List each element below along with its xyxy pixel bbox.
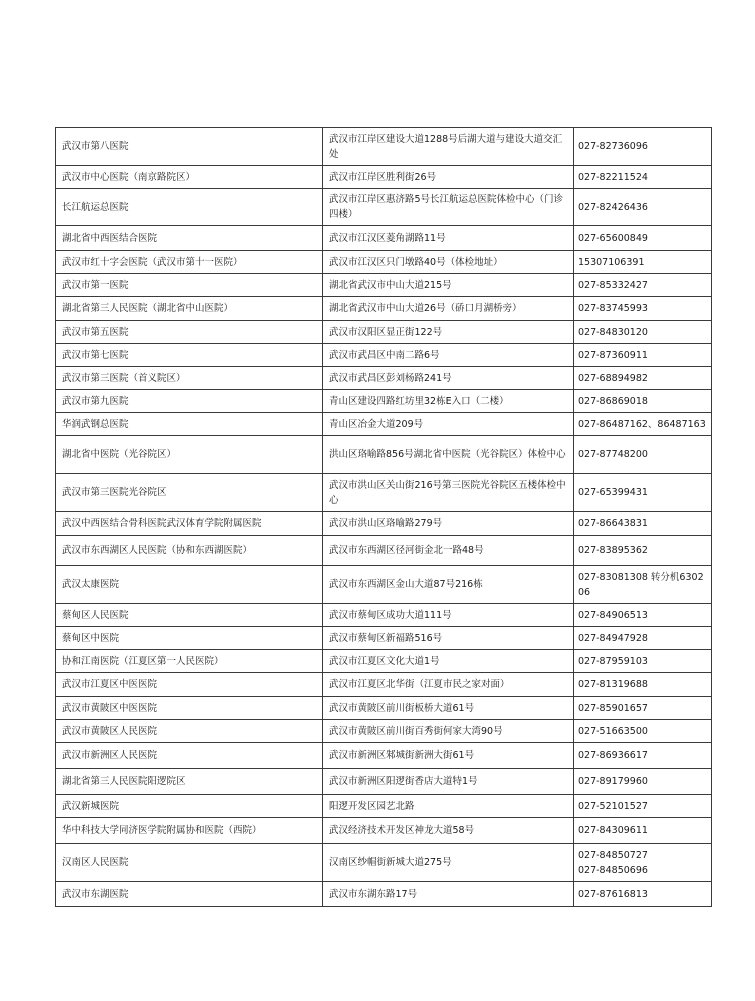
table-row [56, 344, 712, 367]
hospital-phone-cell: 027-83895362 [574, 536, 712, 566]
hospital-name-cell: 武汉市江夏区中医医院 [56, 673, 323, 697]
hospital-phone-cell: 027-52101527 [574, 795, 712, 818]
hospital-phone-cell: 027-87616813 [574, 882, 712, 907]
hospital-address-cell: 武汉市蔡甸区成功大道111号 [323, 604, 574, 627]
table-row [56, 720, 712, 743]
table-row [56, 566, 712, 604]
hospital-address-cell: 武汉市江汉区只门墩路40号（体检地址） [323, 251, 574, 274]
hospital-address-cell: 汉南区纱帽街新城大道275号 [323, 844, 574, 882]
hospital-address-cell: 湖北省武汉市中山大道26号（硚口月湖桥旁） [323, 297, 574, 321]
table-row [56, 769, 712, 795]
table-row [56, 882, 712, 907]
table-row [56, 536, 712, 566]
hospital-name-cell: 武汉市第一医院 [56, 274, 323, 297]
hospital-name-cell: 武汉市第三医院光谷院区 [56, 474, 323, 512]
table-row [56, 697, 712, 720]
hospital-phone-cell: 027-83745993 [574, 297, 712, 321]
hospital-name-cell: 湖北省中西医结合医院 [56, 226, 323, 251]
hospital-address-cell: 武汉市新洲区阳逻街香店大道特1号 [323, 769, 574, 795]
hospital-phone-cell: 027-83081308 转分机630206 [574, 566, 712, 604]
hospital-address-cell: 武汉市东西湖区径河街金北一路48号 [323, 536, 574, 566]
hospital-address-cell: 武汉市新洲区邾城街新洲大街61号 [323, 743, 574, 769]
table-row [56, 367, 712, 390]
hospital-phone-cell: 027-86936617 [574, 743, 712, 769]
hospital-phone-cell: 15307106391 [574, 251, 712, 274]
hospital-phone-cell: 027-87360911 [574, 344, 712, 367]
table-row [56, 226, 712, 251]
hospital-phone-cell: 027-68894982 [574, 367, 712, 390]
hospital-phone-cell: 027-86487162、86487163 [574, 413, 712, 436]
hospital-phone-cell: 027-82211524 [574, 166, 712, 189]
hospital-name-cell: 武汉市东湖医院 [56, 882, 323, 907]
hospital-phone-cell: 027-84830120 [574, 321, 712, 344]
table-row [56, 436, 712, 474]
table-row [56, 512, 712, 536]
hospital-phone-cell: 027-82426436 [574, 189, 712, 226]
hospital-address-cell: 湖北省武汉市中山大道215号 [323, 274, 574, 297]
hospital-address-cell: 阳逻开发区园艺北路 [323, 795, 574, 818]
table-row [56, 818, 712, 844]
hospital-phone-cell: 027-65600849 [574, 226, 712, 251]
hospital-address-cell: 武汉市东西湖区金山大道87号216栋 [323, 566, 574, 604]
hospital-address-cell: 武汉市蔡甸区新福路516号 [323, 627, 574, 650]
table-row [56, 321, 712, 344]
hospital-address-cell: 武汉市黄陂区前川街百秀街何家大湾90号 [323, 720, 574, 743]
hospital-name-cell: 武汉市第五医院 [56, 321, 323, 344]
hospital-phone-cell: 027-84906513 [574, 604, 712, 627]
table-row [56, 413, 712, 436]
hospital-address-cell: 武汉市洪山区关山街216号第三医院光谷院区五楼体检中心 [323, 474, 574, 512]
table-row [56, 128, 712, 166]
table-row [56, 673, 712, 697]
hospital-name-cell: 华润武钢总医院 [56, 413, 323, 436]
hospital-address-cell: 武汉市江岸区胜利街26号 [323, 166, 574, 189]
hospital-name-cell: 武汉市第七医院 [56, 344, 323, 367]
table-row [56, 604, 712, 627]
hospital-name-cell: 蔡甸区人民医院 [56, 604, 323, 627]
hospital-address-cell: 武汉市江夏区北华街（江夏市民之家对面） [323, 673, 574, 697]
hospital-phone-cell: 027-84309611 [574, 818, 712, 844]
table-row [56, 795, 712, 818]
hospital-name-cell: 武汉市东西湖区人民医院（协和东西湖医院） [56, 536, 323, 566]
hospital-name-cell: 武汉太康医院 [56, 566, 323, 604]
hospital-address-cell: 青山区建设四路红坊里32栋E入口（二楼） [323, 390, 574, 413]
hospital-name-cell: 武汉市第九医院 [56, 390, 323, 413]
table-row [56, 297, 712, 321]
hospital-name-cell: 协和江南医院（江夏区第一人民医院） [56, 650, 323, 673]
table-row [56, 390, 712, 413]
hospital-phone-cell: 027-89179960 [574, 769, 712, 795]
table-row [56, 650, 712, 673]
table-row [56, 743, 712, 769]
hospital-address-cell: 武汉经济技术开发区神龙大道58号 [323, 818, 574, 844]
hospital-address-cell: 洪山区珞喻路856号湖北省中医院（光谷院区）体检中心 [323, 436, 574, 474]
hospital-address-cell: 武汉市江岸区惠济路5号长江航运总医院体检中心（门诊四楼） [323, 189, 574, 226]
hospital-name-cell: 武汉中西医结合骨科医院武汉体育学院附属医院 [56, 512, 323, 536]
hospital-phone-cell: 027-85332427 [574, 274, 712, 297]
hospital-name-cell: 武汉市第八医院 [56, 128, 323, 166]
hospital-name-cell: 武汉市红十字会医院（武汉市第十一医院） [56, 251, 323, 274]
hospital-name-cell: 武汉市第三医院（首义院区） [56, 367, 323, 390]
hospital-address-cell: 武汉市江汉区菱角湖路11号 [323, 226, 574, 251]
table-row [56, 627, 712, 650]
hospital-phone-cell: 027-85901657 [574, 697, 712, 720]
hospital-phone-cell: 027-82736096 [574, 128, 712, 166]
hospital-address-cell: 武汉市武昌区中南二路6号 [323, 344, 574, 367]
hospital-name-cell: 武汉市中心医院（南京路院区） [56, 166, 323, 189]
hospital-table [55, 127, 712, 907]
hospital-address-cell: 武汉市黄陂区前川街板桥大道61号 [323, 697, 574, 720]
hospital-address-cell: 青山区冶金大道209号 [323, 413, 574, 436]
hospital-phone-cell: 027-51663500 [574, 720, 712, 743]
hospital-phone-cell: 027-87748200 [574, 436, 712, 474]
hospital-name-cell: 武汉市新洲区人民医院 [56, 743, 323, 769]
hospital-phone-cell: 027-81319688 [574, 673, 712, 697]
hospital-name-cell: 华中科技大学同济医学院附属协和医院（西院） [56, 818, 323, 844]
hospital-name-cell: 湖北省第三人民医院阳逻院区 [56, 769, 323, 795]
hospital-address-cell: 武汉市洪山区珞喻路279号 [323, 512, 574, 536]
hospital-name-cell: 湖北省第三人民医院（湖北省中山医院） [56, 297, 323, 321]
hospital-phone-cell: 027-86643831 [574, 512, 712, 536]
table-row [56, 844, 712, 882]
hospital-address-cell: 武汉市东湖东路17号 [323, 882, 574, 907]
hospital-address-cell: 武汉市江岸区建设大道1288号后湖大道与建设大道交汇处 [323, 128, 574, 166]
table-row [56, 166, 712, 189]
table-row [56, 274, 712, 297]
hospital-table-container [55, 127, 711, 907]
hospital-address-cell: 武汉市武昌区彭刘杨路241号 [323, 367, 574, 390]
hospital-phone-cell: 027-65399431 [574, 474, 712, 512]
hospital-phone-cell: 027-86869018 [574, 390, 712, 413]
hospital-name-cell: 汉南区人民医院 [56, 844, 323, 882]
hospital-address-cell: 武汉市江夏区文化大道1号 [323, 650, 574, 673]
hospital-address-cell: 武汉市汉阳区显正街122号 [323, 321, 574, 344]
hospital-name-cell: 武汉市黄陂区中医医院 [56, 697, 323, 720]
table-row [56, 251, 712, 274]
hospital-phone-cell: 027-84850727 027-84850696 [574, 844, 712, 882]
table-row [56, 189, 712, 226]
hospital-phone-cell: 027-84947928 [574, 627, 712, 650]
hospital-name-cell: 湖北省中医院（光谷院区） [56, 436, 323, 474]
hospital-name-cell: 武汉市黄陂区人民医院 [56, 720, 323, 743]
hospital-name-cell: 武汉新城医院 [56, 795, 323, 818]
hospital-phone-cell: 027-87959103 [574, 650, 712, 673]
table-row [56, 474, 712, 512]
hospital-name-cell: 蔡甸区中医院 [56, 627, 323, 650]
hospital-name-cell: 长江航运总医院 [56, 189, 323, 226]
hospital-table-body [56, 128, 712, 907]
